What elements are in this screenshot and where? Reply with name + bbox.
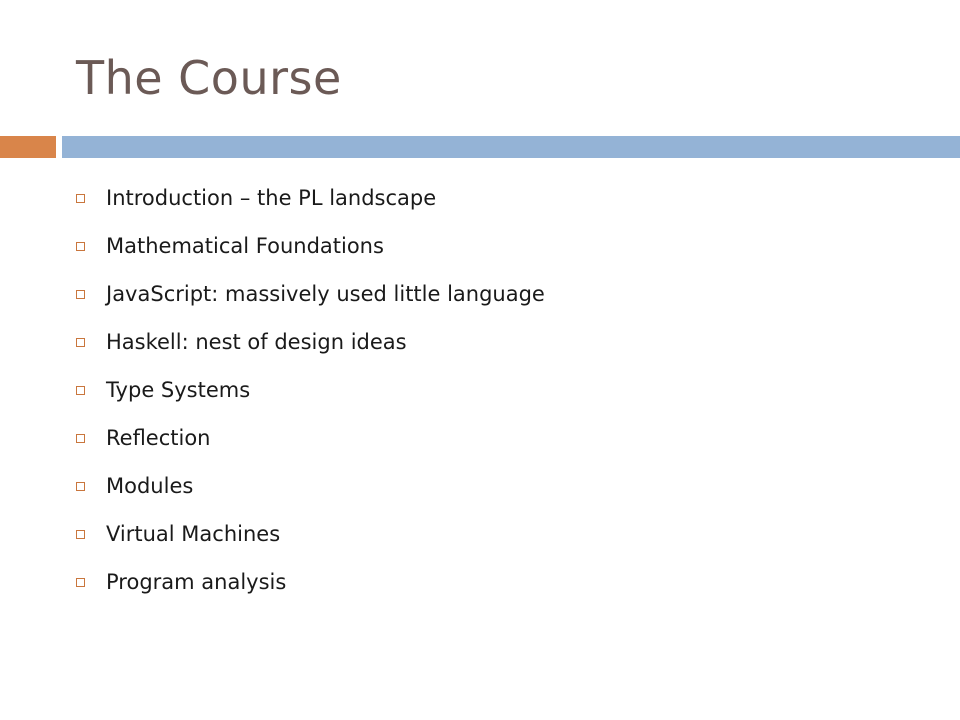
bullet-list <box>76 174 545 606</box>
square-bullet-icon <box>76 194 85 203</box>
list-item <box>76 414 545 462</box>
bullet-text: Virtual Machines <box>106 522 281 546</box>
square-bullet-icon <box>76 482 85 491</box>
square-bullet-icon <box>76 290 85 299</box>
square-bullet-icon <box>76 386 85 395</box>
bullet-text: Modules <box>106 474 194 498</box>
bullet-text: Mathematical Foundations <box>106 234 384 258</box>
square-bullet-icon <box>76 530 85 539</box>
square-bullet-icon <box>76 338 85 347</box>
list-item <box>76 558 545 606</box>
slide-title: The Course <box>76 51 342 105</box>
square-bullet-icon <box>76 242 85 251</box>
bullet-text: Type Systems <box>106 378 251 402</box>
list-item <box>76 366 545 414</box>
list-item <box>76 222 545 270</box>
list-item <box>76 462 545 510</box>
accent-bar-orange <box>0 136 56 158</box>
list-item <box>76 174 545 222</box>
bullet-text: Reflection <box>106 426 211 450</box>
bullet-text: Introduction – the PL landscape <box>106 186 437 210</box>
list-item <box>76 510 545 558</box>
square-bullet-icon <box>76 434 85 443</box>
list-item <box>76 270 545 318</box>
square-bullet-icon <box>76 578 85 587</box>
bullet-text: JavaScript: massively used little language <box>106 282 545 306</box>
bullet-text: Program analysis <box>106 570 287 594</box>
list-item <box>76 318 545 366</box>
bullet-text: Haskell: nest of design ideas <box>106 330 407 354</box>
accent-bar-blue <box>62 136 960 158</box>
